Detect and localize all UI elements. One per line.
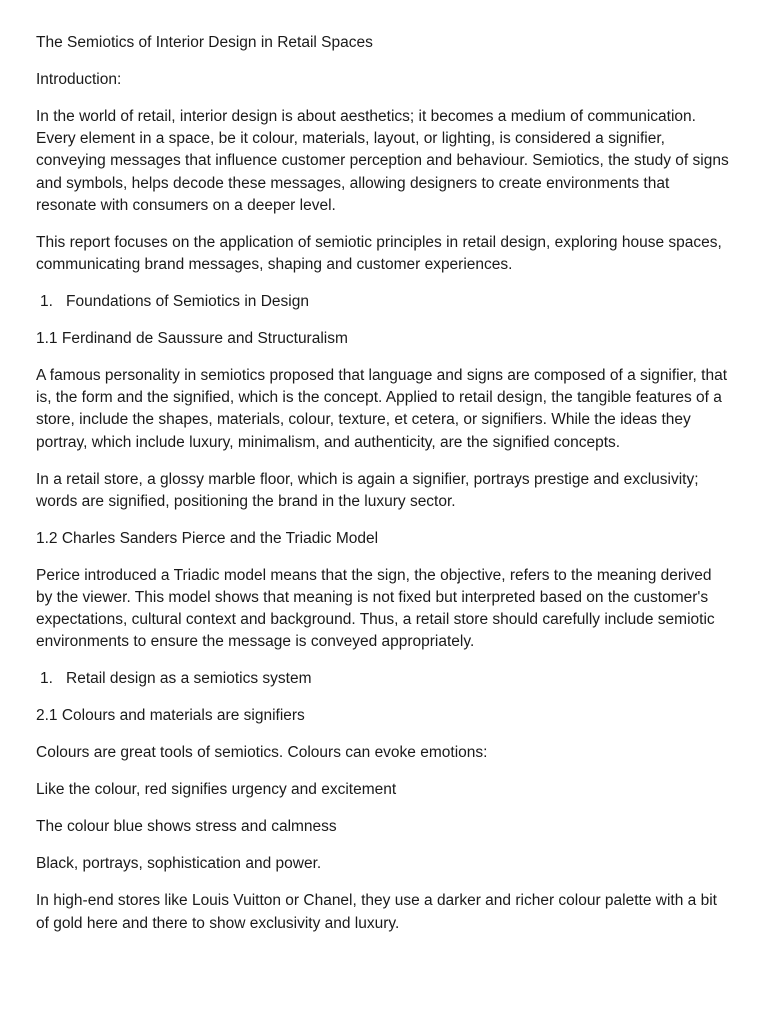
intro-paragraph-1: In the world of retail, interior design is about aesthetics; it becomes a medium of communication. Every element in a space, be it colour, materials, layout, or lighting, is considered a signifier, conveying messages that influence customer perception and behaviour. Semiotics, the study of signs and symbols, helps decode these messages, allowing designers to create environments that resonate with consumers on a deeper level. — [36, 108, 729, 214]
subsection-2-1-paragraph-1: Colours are great tools of semiotics. Colours can evoke emotions: — [36, 744, 488, 762]
section-1-title: Foundations of Semiotics in Design — [66, 293, 309, 311]
section-1-heading — [36, 291, 732, 313]
subsection-1-2-paragraph-1: Perice introduced a Triadic model means that the sign, the objective, refers to the meaning derived by the viewer. This model shows that meaning is not fixed but interpreted based on the customer's expectations, cultural context and background. Thus, a retail store should carefully include semiotic environments to ensure the message is conveyed appropriately. — [36, 566, 715, 651]
subsection-1-2-title: 1.2 Charles Sanders Pierce and the Triadic Model — [36, 529, 379, 547]
section-2-title: Retail design as a semiotics system — [66, 670, 312, 688]
subsection-2-1-paragraph-2: Like the colour, red signifies urgency and excitement — [36, 781, 397, 799]
intro-heading: Introduction: — [36, 71, 122, 88]
document-title: The Semiotics of Interior Design in Retail Spaces — [36, 34, 373, 51]
section-2-number: 1. — [40, 670, 53, 688]
subsection-1-1-paragraph-1: A famous personality in semiotics proposed that language and signs are composed of a signifier, that is, the form and the signified, which is the concept. Applied to retail design, the tangible features of a store, include the shapes, materials, colour, texture, et cetera, or signifiers. While the ideas they portray, which include luxury, minimalism, and authenticity, are the signified concepts. — [36, 367, 728, 451]
intro-paragraph-2: This report focuses on the application of semiotic principles in retail design, exploring house spaces, communicating brand messages, shaping and customer experiences. — [36, 233, 722, 274]
subsection-2-1-paragraph-3: The colour blue shows stress and calmness — [36, 818, 337, 836]
subsection-1-1-title: 1.1 Ferdinand de Saussure and Structuralism — [36, 330, 348, 348]
subsection-1-1-paragraph-2: In a retail store, a glossy marble floor, which is again a signifier, portrays prestige and exclusivity; words are signified, positioning the brand in the luxury sector. — [36, 470, 699, 510]
section-2-heading — [36, 668, 732, 690]
subsection-2-1-paragraph-4: Black, portrays, sophistication and power. — [36, 855, 322, 873]
subsection-2-1-title: 2.1 Colours and materials are signifiers — [36, 707, 305, 725]
section-1-number: 1. — [40, 293, 53, 311]
subsection-2-1-paragraph-5: In high-end stores like Louis Vuitton or Chanel, they use a darker and richer colour palette with a bit of gold here and there to show exclusivity and luxury. — [36, 892, 717, 932]
